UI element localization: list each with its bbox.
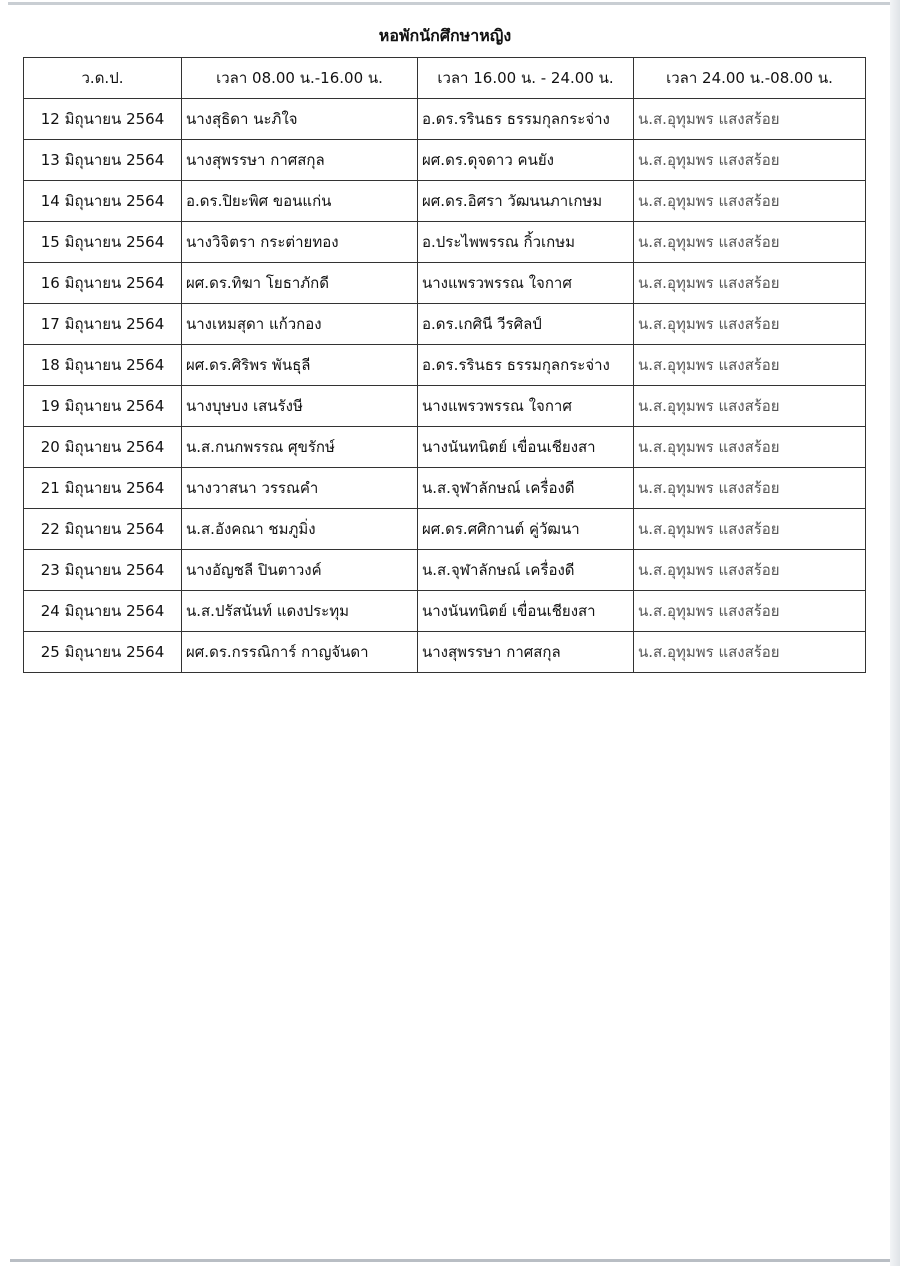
table-row [24,140,866,181]
date-cell: 14 มิถุนายน 2564 [24,181,182,222]
table-row [24,427,866,468]
shift-night-cell: น.ส.อุทุมพร แสงสร้อย [634,345,866,386]
schedule-body [24,99,866,673]
date-cell: 16 มิถุนายน 2564 [24,263,182,304]
shift-night-cell: น.ส.อุทุมพร แสงสร้อย [634,99,866,140]
shift-night-cell: น.ส.อุทุมพร แสงสร้อย [634,304,866,345]
shift-evening-cell: ผศ.ดร.ดุจดาว คนยัง [418,140,634,181]
table-row [24,181,866,222]
table-row [24,222,866,263]
shift-evening-cell: ผศ.ดร.อิศรา วัฒนนภาเกษม [418,181,634,222]
shift-morning-cell: น.ส.อังคณา ชมภูมิ่ง [182,509,418,550]
header-row [24,58,866,99]
date-cell: 19 มิถุนายน 2564 [24,386,182,427]
date-cell: 21 มิถุนายน 2564 [24,468,182,509]
shift-evening-cell: อ.ดร.เกศินี วีรศิลป์ [418,304,634,345]
shift-evening-cell: นางนันทนิตย์ เขื่อนเชียงสา [418,591,634,632]
schedule-table [23,57,866,673]
shift-night-cell: น.ส.อุทุมพร แสงสร้อย [634,550,866,591]
shift-evening-cell: ผศ.ดร.ศศิกานต์ คู่วัฒนา [418,509,634,550]
table-row [24,345,866,386]
shift-evening-cell: นางนันทนิตย์ เขื่อนเชียงสา [418,427,634,468]
header-shift-night: เวลา 24.00 น.-08.00 น. [634,58,866,99]
table-row [24,386,866,427]
table-row [24,591,866,632]
shift-morning-cell: นางวาสนา วรรณคำ [182,468,418,509]
shift-night-cell: น.ส.อุทุมพร แสงสร้อย [634,509,866,550]
date-cell: 23 มิถุนายน 2564 [24,550,182,591]
shift-morning-cell: นางเหมสุดา แก้วกอง [182,304,418,345]
date-cell: 13 มิถุนายน 2564 [24,140,182,181]
date-cell: 25 มิถุนายน 2564 [24,632,182,673]
shift-night-cell: น.ส.อุทุมพร แสงสร้อย [634,468,866,509]
table-row [24,304,866,345]
shift-morning-cell: นางสุธิดา นะภิใจ [182,99,418,140]
table-row [24,632,866,673]
table-row [24,509,866,550]
shift-evening-cell: น.ส.จุฬาลักษณ์ เครื่องดี [418,550,634,591]
date-cell: 24 มิถุนายน 2564 [24,591,182,632]
shift-evening-cell: นางแพรวพรรณ ใจกาศ [418,263,634,304]
shift-evening-cell: นางสุพรรษา กาศสกุล [418,632,634,673]
shift-night-cell: น.ส.อุทุมพร แสงสร้อย [634,427,866,468]
shift-night-cell: น.ส.อุทุมพร แสงสร้อย [634,632,866,673]
header-date: ว.ด.ป. [24,58,182,99]
shift-morning-cell: อ.ดร.ปิยะพิศ ขอนแก่น [182,181,418,222]
table-row [24,468,866,509]
shift-night-cell: น.ส.อุทุมพร แสงสร้อย [634,386,866,427]
date-cell: 12 มิถุนายน 2564 [24,99,182,140]
shift-evening-cell: อ.ประไพพรรณ กิ้วเกษม [418,222,634,263]
scan-top-edge [8,2,890,5]
page-title: หอพักนักศึกษาหญิง [378,26,512,45]
shift-morning-cell: ผศ.ดร.ศิริพร พันธุลี [182,345,418,386]
scan-bottom-edge [10,1259,890,1262]
date-cell: 22 มิถุนายน 2564 [24,509,182,550]
shift-morning-cell: น.ส.กนกพรรณ ศุขรักษ์ [182,427,418,468]
table-row [24,263,866,304]
shift-evening-cell: อ.ดร.รรินธร ธรรมกุลกระจ่าง [418,99,634,140]
header-shift-evening: เวลา 16.00 น. - 24.00 น. [418,58,634,99]
shift-evening-cell: น.ส.จุฬาลักษณ์ เครื่องดี [418,468,634,509]
shift-evening-cell: นางแพรวพรรณ ใจกาศ [418,386,634,427]
shift-morning-cell: ผศ.ดร.กรรณิการ์ กาญจันดา [182,632,418,673]
date-cell: 18 มิถุนายน 2564 [24,345,182,386]
shift-night-cell: น.ส.อุทุมพร แสงสร้อย [634,222,866,263]
table-row [24,99,866,140]
date-cell: 17 มิถุนายน 2564 [24,304,182,345]
shift-night-cell: น.ส.อุทุมพร แสงสร้อย [634,591,866,632]
shift-night-cell: น.ส.อุทุมพร แสงสร้อย [634,263,866,304]
shift-morning-cell: น.ส.ปรัสนันท์ แดงประทุม [182,591,418,632]
scan-right-edge [890,0,900,1266]
shift-morning-cell: ผศ.ดร.ทิฆา โยธาภักดี [182,263,418,304]
shift-morning-cell: นางบุษบง เสนรังษี [182,386,418,427]
shift-morning-cell: นางอัญชลี ปินตาวงค์ [182,550,418,591]
shift-morning-cell: นางสุพรรษา กาศสกุล [182,140,418,181]
shift-night-cell: น.ส.อุทุมพร แสงสร้อย [634,140,866,181]
date-cell: 20 มิถุนายน 2564 [24,427,182,468]
shift-night-cell: น.ส.อุทุมพร แสงสร้อย [634,181,866,222]
date-cell: 15 มิถุนายน 2564 [24,222,182,263]
table-row [24,550,866,591]
shift-evening-cell: อ.ดร.รรินธร ธรรมกุลกระจ่าง [418,345,634,386]
header-shift-morning: เวลา 08.00 น.-16.00 น. [182,58,418,99]
shift-morning-cell: นางวิจิตรา กระต่ายทอง [182,222,418,263]
